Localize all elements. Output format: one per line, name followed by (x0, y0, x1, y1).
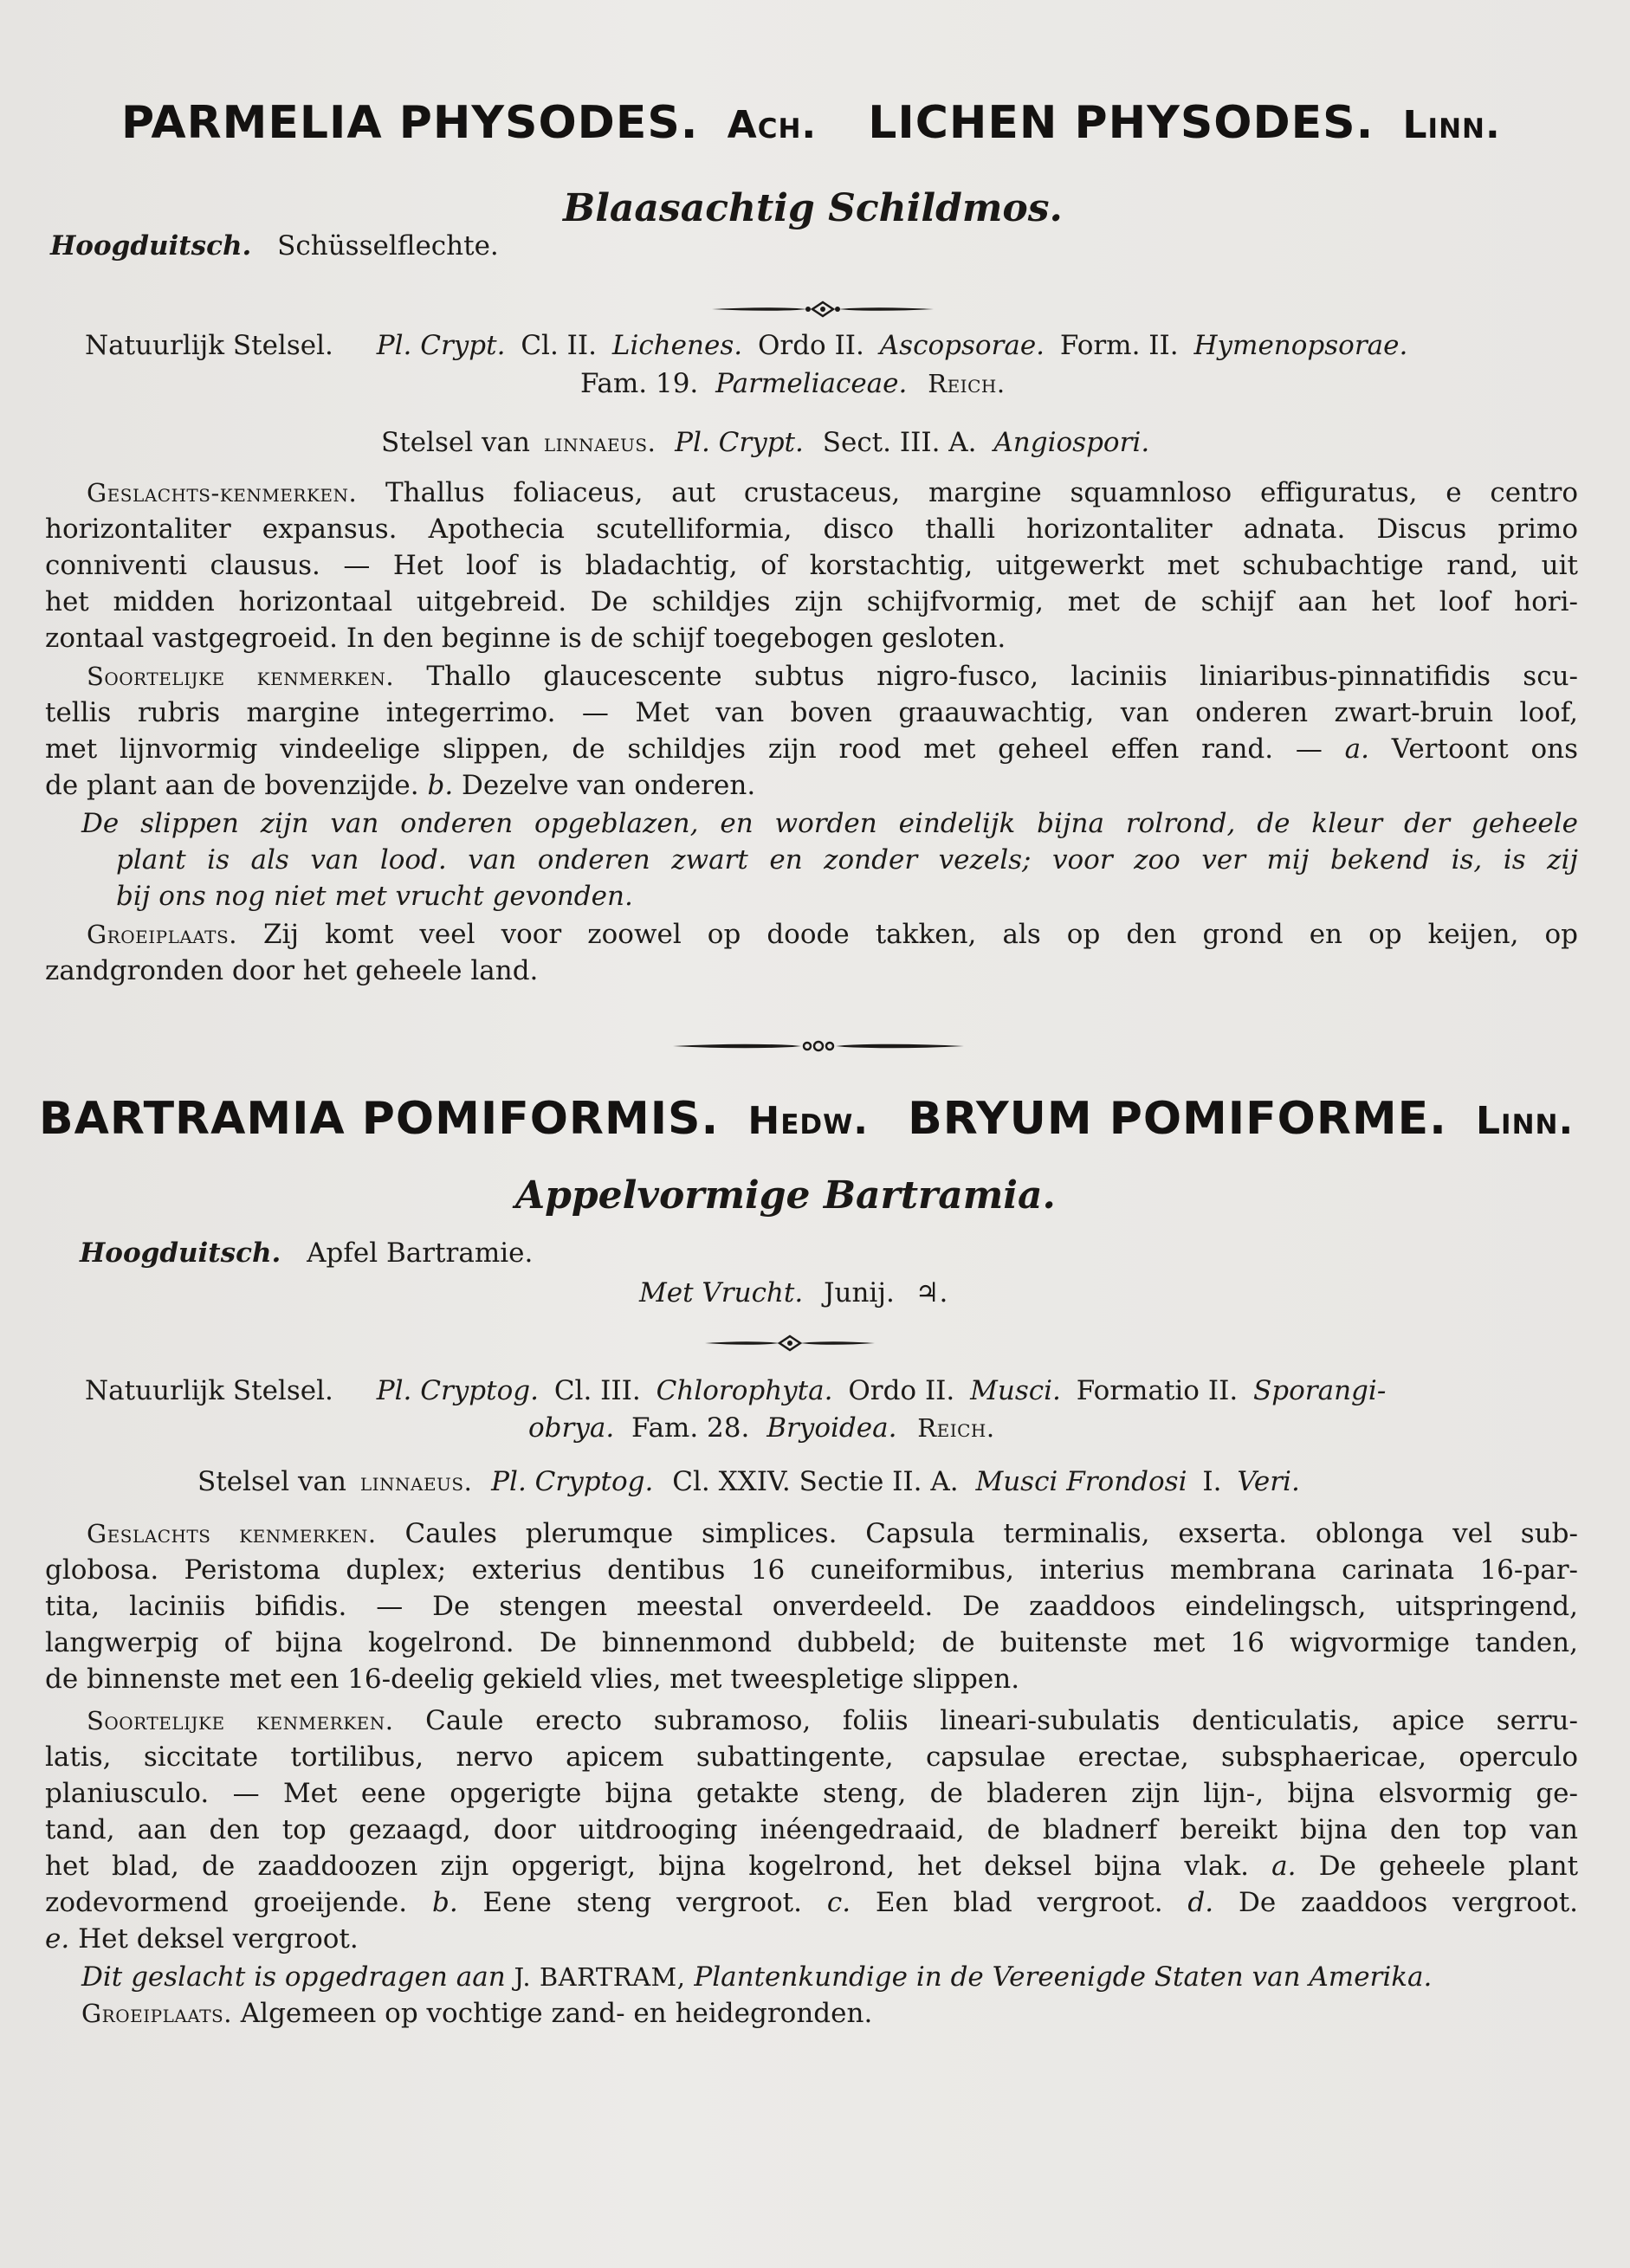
entry1-natural-system-line1 (85, 327, 1407, 364)
entry1-title (121, 97, 1501, 149)
entry2-note-line (45, 1959, 1578, 1995)
entry2-ns-musci: Musci. (970, 1375, 1061, 1406)
entry1-dutch-name: Blaasachtig Schildmos. (563, 186, 1063, 230)
entry2-ns-ordo: Ordo II. (848, 1375, 955, 1406)
entry2-species-characters (45, 1703, 1578, 1957)
entry1-gc-label: Geslachts-kenmerken. (87, 478, 358, 507)
entry1-sc-text4a: de plant aan de bovenzijde. (45, 770, 419, 801)
entry1-author: Ach. (727, 103, 818, 147)
entry2-sc-text6f: d. (1187, 1887, 1214, 1918)
entry2-fruit-symbol: ♃. (915, 1277, 948, 1308)
entry2-linnaeus-line (197, 1464, 1300, 1500)
entry1-ns-reich: Reich. (928, 369, 1006, 398)
entry2-ns-obrya: obrya. (528, 1412, 615, 1444)
entry2-sc-text6a: zodevormend groeijende. (45, 1887, 408, 1918)
entry1-sc-line4 (45, 767, 1578, 804)
entry1-gc-text1: Thallus foliaceus, aut crustaceus, margine squamnloso effiguratus, e centro (385, 477, 1578, 508)
entry1-ns-hymenopsorae: Hymenopsorae. (1193, 330, 1408, 361)
entry2-sc-text5b: a. (1271, 1851, 1297, 1882)
entry1-note-line2: plant is als van lood. van onderen zwart en zonder vezels; voor zoo ver mij bekend is, is zij (116, 844, 1578, 876)
entry2-sc-text6d: c. (826, 1887, 851, 1918)
entry2-ls-musci: Musci Frondosi (975, 1466, 1187, 1497)
entry1-sc-text3c: Vertoont ons (1391, 733, 1579, 765)
entry1-sc-text4c: Dezelve van onderen. (462, 770, 756, 801)
entry1-ls-linnaeus: linnaeus. (543, 428, 657, 457)
entry1-synonym-author: Linn. (1402, 103, 1501, 147)
entry1-gc-line3: conniventi clausus. — Het loof is bladachtig, of korstachtig, uitgewerkt met schubachtige rand, uit (45, 550, 1578, 581)
entry1-ns-form: Form. II. (1059, 330, 1179, 361)
entry2-fruit-month: Junij. (824, 1277, 895, 1308)
entry2-sc-text5c: De geheele plant (1318, 1851, 1579, 1882)
entry2-hab-text: Algemeen op vochtige zand- en heidegronden. (240, 1998, 873, 2029)
entry1-natural-system-line2 (580, 365, 1006, 402)
entry1-sc-text3a: met lijnvormig vindeelige slippen, de schildjes zijn rood met geheel effen rand. — (45, 733, 1323, 765)
entry2-ns-label: Natuurlijk Stelsel. (85, 1375, 333, 1406)
entry2-natural-system-line1 (85, 1373, 1386, 1409)
entry1-genus-characters (45, 475, 1578, 656)
entry1-gc-line5: zontaal vastgegroeid. In den beginne is de schijf toegebogen gesloten. (45, 623, 1006, 654)
entry2-sc-text6e: Een blad vergroot. (875, 1887, 1163, 1918)
entry1-ls-pl-crypt: Pl. Crypt. (675, 427, 804, 458)
ornament-divider-2 (703, 1333, 876, 1354)
entry2-sc-text7a: e. (45, 1923, 70, 1955)
entry1-ls-label: Stelsel van (381, 427, 530, 458)
entry2-gc-line2: globosa. Peristoma duplex; exterius dentibus 16 cuneiformibus, interius membrana carinata 16-par- (45, 1554, 1578, 1586)
entry2-ls-linnaeus: linnaeus. (359, 1467, 473, 1496)
entry1-gc-line1 (45, 475, 1578, 511)
entry2-hab-label: Groeiplaats. (81, 1999, 232, 2028)
entry2-sc-text6b: b. (431, 1887, 458, 1918)
entry1-ns-pl: Pl. (376, 330, 412, 361)
entry2-gc-text1: Caules plerumque simplices. Capsula terminalis, exserta. oblonga vel sub- (404, 1518, 1578, 1549)
entry2-ns-bryoidea: Bryoidea. (766, 1412, 897, 1444)
entry2-ns-class: Cl. III. (553, 1375, 641, 1406)
entry1-ns-class: Cl. II. (521, 330, 597, 361)
entry1-german-line (50, 228, 499, 264)
entry2-ns-fam: Fam. 28. (631, 1412, 750, 1444)
entry1-sc-line3 (45, 731, 1578, 767)
entry2-ls-class: Cl. XXIV. Sectie II. A. (672, 1466, 959, 1497)
entry1-ns-parmeliaceae: Parmeliaceae. (715, 368, 908, 399)
entry1-gc-line4: het midden horizontaal uitgebreid. De schildjes zijn schijfvormig, met de schijf aan het loof hori- (45, 586, 1578, 617)
entry2-note-name: J. BARTRAM, (514, 1962, 686, 1992)
entry2-sc-text5a: het blad, de zaaddoozen zijn opgerigt, bijna kogelrond, het deksel bijna vlak. (45, 1851, 1249, 1882)
entry2-ls-pl-cryptog: Pl. Cryptog. (491, 1466, 654, 1497)
entry2-german-line (80, 1235, 533, 1271)
entry2-sc-label: Soortelijke kenmerken. (87, 1706, 394, 1735)
ornament-separator (671, 1036, 966, 1056)
entry2-ns-pl: Pl. (376, 1375, 412, 1406)
entry2-german-label: Hoogduitsch. (80, 1237, 281, 1269)
entry2-gc-line5: de binnenste met een 16-deelig gekield vlies, met tweespletige slippen. (45, 1664, 1020, 1695)
entry1-ns-ascopsorae: Ascopsorae. (879, 330, 1045, 361)
entry2-ns-sporangi: Sporangi- (1253, 1375, 1387, 1406)
entry1-synonym: LICHEN PHYSODES. (868, 97, 1375, 149)
entry2-note-text-a: Dit geslacht is opgedragen aan (81, 1961, 506, 1993)
entry2-note (45, 1959, 1578, 1995)
entry1-hab-line2: zandgronden door het geheele land. (45, 955, 539, 986)
entry2-gc-line3: tita, laciniis bifidis. — De stengen meestal onverdeeld. De zaaddoos eindelingsch, uitspringend, (45, 1591, 1578, 1622)
entry1-ns-ordo: Ordo II. (757, 330, 864, 361)
entry1-ls-angiospori: Angiospori. (993, 427, 1150, 458)
entry2-sc-text1: Caule erecto subramoso, foliis lineari-subulatis denticulatis, apice serru- (425, 1705, 1578, 1736)
entry1-ns-fam: Fam. 19. (580, 368, 699, 399)
entry2-sc-line2: latis, siccitate tortilibus, nervo apicem subattingente, capsulae erectae, subsphaericae, operculo (45, 1741, 1578, 1773)
entry1-hab-label: Groeiplaats. (87, 920, 237, 949)
entry2-ls-veri-num: I. (1202, 1466, 1222, 1497)
entry1-sc-label: Soortelijke kenmerken. (87, 662, 395, 691)
entry2-sc-line6 (45, 1884, 1578, 1921)
entry2-sc-line4: tand, aan den top gezaagd, door uitdrooging inéengedraaid, de bladnerf bereikt bijna den top van (45, 1814, 1578, 1845)
entry1-german-label: Hoogduitsch. (50, 230, 252, 262)
entry2-natural-system-line2 (528, 1410, 995, 1446)
entry1-ls-sect: Sect. III. A. (822, 427, 977, 458)
entry2-fruit-label: Met Vrucht. (639, 1277, 804, 1308)
entry2-gc-line1 (45, 1515, 1578, 1552)
entry1-sc-text3b: a. (1344, 733, 1370, 765)
entry2-note-text-b: Plantenkundige in de Vereenigde Staten van Amerika. (694, 1961, 1433, 1993)
entry2-german-name: Apfel Bartramie. (307, 1237, 534, 1269)
entry2-sc-line7 (45, 1921, 1578, 1957)
entry2-ns-formatio: Formatio II. (1076, 1375, 1239, 1406)
entry1-sc-text1: Thallo glaucescente subtus nigro-fusco, laciniis liniaribus-pinnatifidis scu- (426, 661, 1579, 692)
entry2-ns-chlorophyta: Chlorophyta. (656, 1375, 833, 1406)
entry1-sc-text4b: b. (427, 770, 454, 801)
entry2-sc-line3: planiusculo. — Met eene opgerigte bijna getakte steng, de bladeren zijn lijn-, bijna elsvormig ge- (45, 1778, 1578, 1809)
entry2-sc-text6g: De zaaddoos vergroot. (1238, 1887, 1579, 1918)
entry2-sc-text7b: Het deksel vergroot. (78, 1923, 359, 1955)
entry2-gc-label: Geslachts kenmerken. (87, 1519, 377, 1548)
entry2-hab-line (45, 1995, 1578, 2032)
entry1-note-line1: De slippen zijn van onderen opgeblazen, en worden eindelijk bijna rolrond, de kleur der geheele (81, 808, 1578, 839)
entry1-note-line3: bij ons nog niet met vrucht gevonden. (116, 881, 633, 912)
entry1-ns-label: Natuurlijk Stelsel. (85, 330, 333, 361)
entry2-gc-line4: langwerpig of bijna kogelrond. De binnenmond dubbeld; de buitenste met 16 wigvormige tanden, (45, 1627, 1578, 1658)
entry1-ns-crypt: Crypt. (420, 330, 506, 361)
entry2-habitat (45, 1995, 1578, 2032)
entry1-german-name: Schüsselflechte. (277, 230, 499, 262)
entry2-sc-line1 (45, 1703, 1578, 1739)
entry1-ns-lichenes: Lichenes. (611, 330, 743, 361)
ornament-divider-1 (710, 299, 935, 320)
entry1-hab-text1: Zij komt veel voor zoowel op doode takken, als op den grond en op keijen, op (262, 919, 1578, 950)
entry1-genus-species: PARMELIA PHYSODES. (121, 97, 699, 149)
entry2-dutch-name: Appelvormige Bartramia. (515, 1173, 1056, 1218)
entry1-hab-line1 (45, 916, 1578, 953)
entry1-sc-line1 (45, 658, 1578, 695)
entry2-sc-text6c: Eene steng vergroot. (482, 1887, 802, 1918)
entry1-species-characters (45, 658, 1578, 804)
entry2-ls-veri: Veri. (1237, 1466, 1300, 1497)
entry2-synonym: BRYUM POMIFORME. (908, 1093, 1447, 1145)
entry2-ls-label: Stelsel van (197, 1466, 346, 1497)
entry2-genus-characters (45, 1515, 1578, 1697)
entry2-fruit-line (639, 1275, 948, 1311)
entry1-gc-line2: horizontaliter expansus. Apothecia scutelliformia, disco thalli horizontaliter adnata. Discus primo (45, 514, 1578, 545)
entry1-linnaeus-line (381, 424, 1149, 461)
entry2-synonym-author: Linn. (1476, 1099, 1575, 1143)
entry1-sc-line2: tellis rubris margine integerrimo. — Met van boven graauwachtig, van onderen zwart-bruin loof, (45, 697, 1578, 728)
entry1-note (45, 805, 1578, 914)
entry2-sc-line5 (45, 1848, 1578, 1884)
entry2-title (39, 1093, 1574, 1145)
entry2-ns-cryptog: Cryptog. (420, 1375, 539, 1406)
entry1-habitat (45, 916, 1578, 989)
entry2-author: Hedw. (747, 1099, 870, 1143)
entry2-ns-reich: Reich. (917, 1413, 995, 1443)
entry2-genus-species: BARTRAMIA POMIFORMIS. (39, 1093, 720, 1145)
